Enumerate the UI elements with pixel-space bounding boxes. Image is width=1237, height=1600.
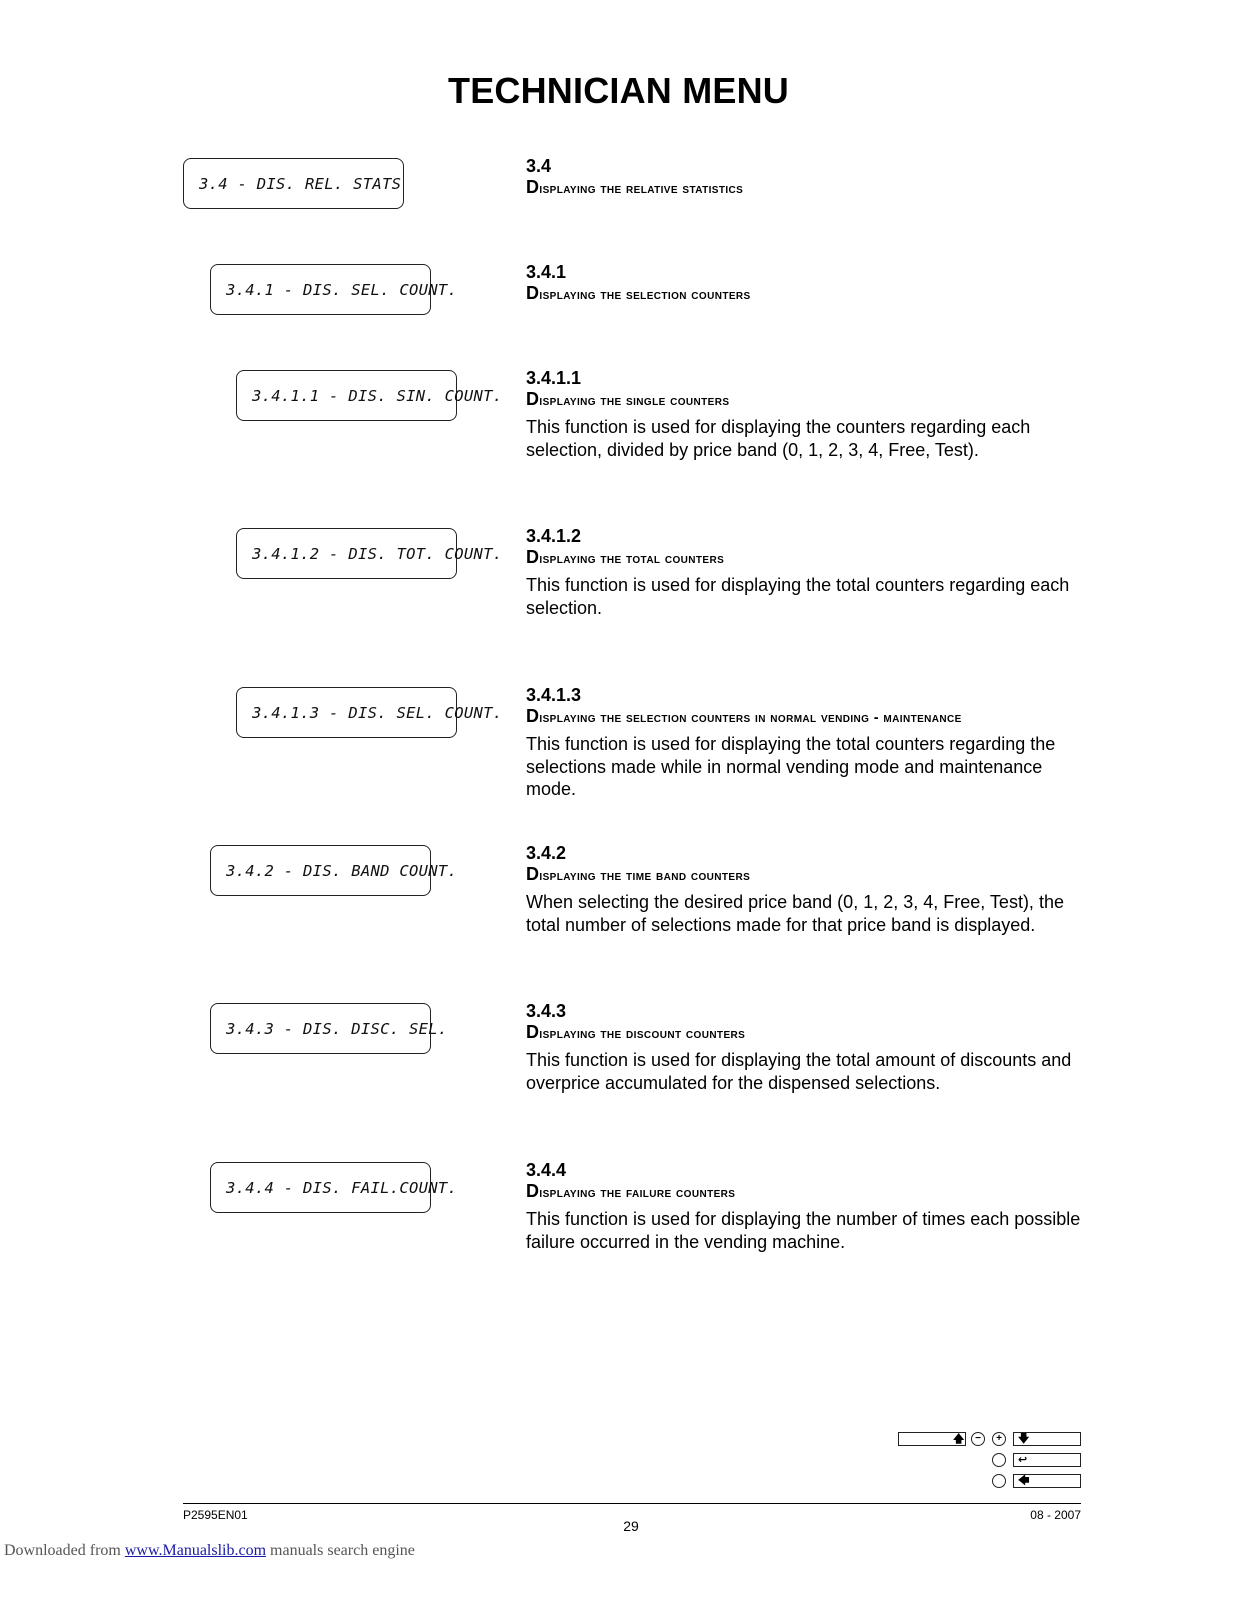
up-arrow-icon: 🡅 xyxy=(953,1433,965,1445)
nav-key-legend xyxy=(896,1430,1086,1492)
plus-circle-icon: + xyxy=(992,1432,1006,1446)
section-heading: Displaying the relative statistics xyxy=(526,177,744,197)
download-prefix: Downloaded from xyxy=(4,1542,125,1559)
document-code: P2595EN01 xyxy=(183,1508,248,1522)
section-number: 3.4.3 xyxy=(526,1001,567,1021)
section-heading: Displaying the time band counters xyxy=(526,864,751,884)
manualslib-link[interactable]: www.Manualslib.com xyxy=(124,1542,267,1559)
page-number: 29 xyxy=(623,1518,639,1534)
download-note xyxy=(4,1542,415,1560)
section-number: 3.4.1.2 xyxy=(526,526,582,546)
down-arrow-icon: 🡇 xyxy=(1018,1433,1030,1445)
section-heading: Displaying the failure counters xyxy=(526,1181,736,1201)
lcd-display-3-4-1-3: 3.4.1.3 - DIS. SEL. COUNT. xyxy=(236,687,457,738)
section-3-4-3 xyxy=(526,1000,1096,1094)
section-description: This function is used for displaying the total counters regarding the selections made while in normal vending mode and maintenance mode. xyxy=(526,734,1056,799)
footer-divider xyxy=(183,1503,1081,1504)
section-number: 3.4.1.3 xyxy=(526,685,582,705)
section-heading: Displaying the discount counters xyxy=(526,1022,746,1042)
lcd-display-3-4: 3.4 - DIS. REL. STATS xyxy=(183,158,404,209)
section-heading: Displaying the selection counters xyxy=(526,283,751,303)
lcd-display-3-4-1: 3.4.1 - DIS. SEL. COUNT. xyxy=(210,264,431,315)
section-3-4-1-2 xyxy=(526,525,1096,619)
section-number: 3.4.4 xyxy=(526,1160,567,1180)
section-description: This function is used for displaying the counters regarding each selection, divided by price band (0, 1, 2, 3, 4, Free, Test). xyxy=(526,417,1031,460)
blank-circle-icon xyxy=(992,1474,1006,1488)
lcd-display-3-4-1-1: 3.4.1.1 - DIS. SIN. COUNT. xyxy=(236,370,457,421)
blank-circle-icon xyxy=(992,1453,1006,1467)
section-description: When selecting the desired price band (0, 1, 2, 3, 4, Free, Test), the total number of selections made for that price band is displayed. xyxy=(526,892,1064,935)
enter-icon: ↩ xyxy=(1018,1454,1028,1466)
lcd-display-3-4-4: 3.4.4 - DIS. FAIL.COUNT. xyxy=(210,1162,431,1213)
section-number: 3.4.1.1 xyxy=(526,368,582,388)
section-heading: Displaying the single counters xyxy=(526,389,730,409)
section-3-4-1-3 xyxy=(526,684,1096,801)
minus-circle-icon: − xyxy=(971,1432,985,1446)
download-suffix: manuals search engine xyxy=(266,1542,415,1559)
section-description: This function is used for displaying the total amount of discounts and overprice accumulated for the dispensed selections. xyxy=(526,1050,1072,1093)
section-3-4 xyxy=(526,155,1096,199)
document-date: 08 - 2007 xyxy=(1030,1508,1081,1522)
lcd-display-3-4-1-2: 3.4.1.2 - DIS. TOT. COUNT. xyxy=(236,528,457,579)
section-3-4-1 xyxy=(526,261,1096,305)
section-number: 3.4.2 xyxy=(526,843,567,863)
lcd-display-3-4-3: 3.4.3 - DIS. DISC. SEL. xyxy=(210,1003,431,1054)
section-3-4-2 xyxy=(526,842,1096,936)
section-3-4-4 xyxy=(526,1159,1096,1253)
section-number: 3.4.1 xyxy=(526,262,567,282)
lcd-display-3-4-2: 3.4.2 - DIS. BAND COUNT. xyxy=(210,845,431,896)
page-title: TECHNICIAN MENU xyxy=(448,70,789,111)
section-number: 3.4 xyxy=(526,156,552,176)
back-icon: 🡄 xyxy=(1018,1475,1030,1487)
section-heading: Displaying the total counters xyxy=(526,547,725,567)
section-description: This function is used for displaying the total counters regarding each selection. xyxy=(526,575,1070,618)
section-description: This function is used for displaying the number of times each possible failure occurred in the vending machine. xyxy=(526,1209,1081,1252)
section-heading: Displaying the selection counters in normal vending - maintenance xyxy=(526,706,962,726)
section-3-4-1-1 xyxy=(526,367,1096,461)
